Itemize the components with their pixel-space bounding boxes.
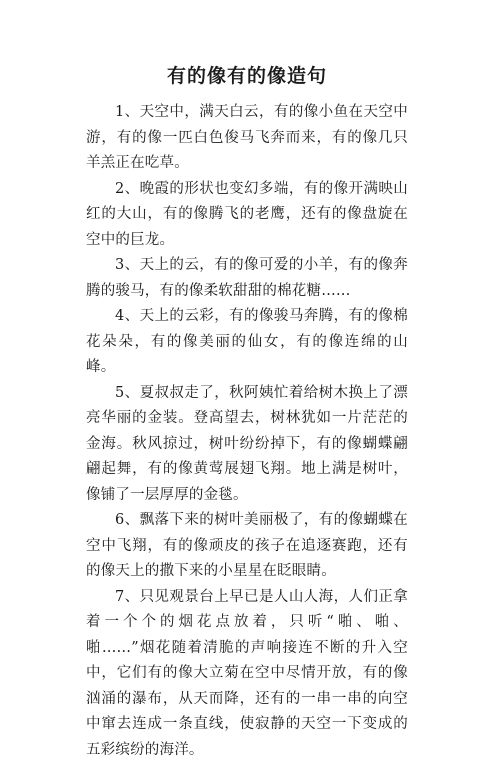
document-body <box>86 100 408 763</box>
paragraph-3: 3、天上的云，有的像可爱的小羊，有的像奔腾的骏马，有的像柔软甜甜的棉花糖…… <box>86 253 408 304</box>
paragraph-4: 4、天上的云彩，有的像骏马奔腾，有的像棉花朵朵，有的像美丽的仙女，有的像连绵的山峰。 <box>86 304 408 381</box>
paragraph-5: 5、夏叔叔走了，秋阿姨忙着给树木换上了漂亮华丽的金装。登高望去，树林犹如一片茫茫的金海。秋风掠过，树叶纷纷掉下，有的像蝴蝶翩翩起舞，有的像黄莺展翅飞翔。地上满是树叶，像铺了一层厚厚的金毯。 <box>86 381 408 509</box>
paragraph-7: 7、只见观景台上早已是人山人海，人们正拿着一个个的烟花点放着，只听“啪、啪、啪……”烟花随着清脆的声响接连不断的升入空中，它们有的像大立菊在空中尽情开放，有的像汹涌的瀑布，从天而降，还有的一串一串的向空中窜去连成一条直线，使寂静的天空一下变成的五彩缤纷的海洋。 <box>86 585 408 763</box>
paragraph-2: 2、晚霞的形状也变幻多端，有的像开满映山红的大山，有的像腾飞的老鹰，还有的像盘旋在空中的巨龙。 <box>86 177 408 254</box>
paragraph-6: 6、飘落下来的树叶美丽极了，有的像蝴蝶在空中飞翔，有的像顽皮的孩子在追逐赛跑，还有的像天上的撒下来的小星星在眨眼睛。 <box>86 508 408 585</box>
paragraph-1: 1、天空中，满天白云，有的像小鱼在天空中游，有的像一匹白色俊马飞奔而来，有的像几只羊羔正在吃草。 <box>86 100 408 177</box>
document-title: 有的像有的像造句 <box>86 64 408 88</box>
